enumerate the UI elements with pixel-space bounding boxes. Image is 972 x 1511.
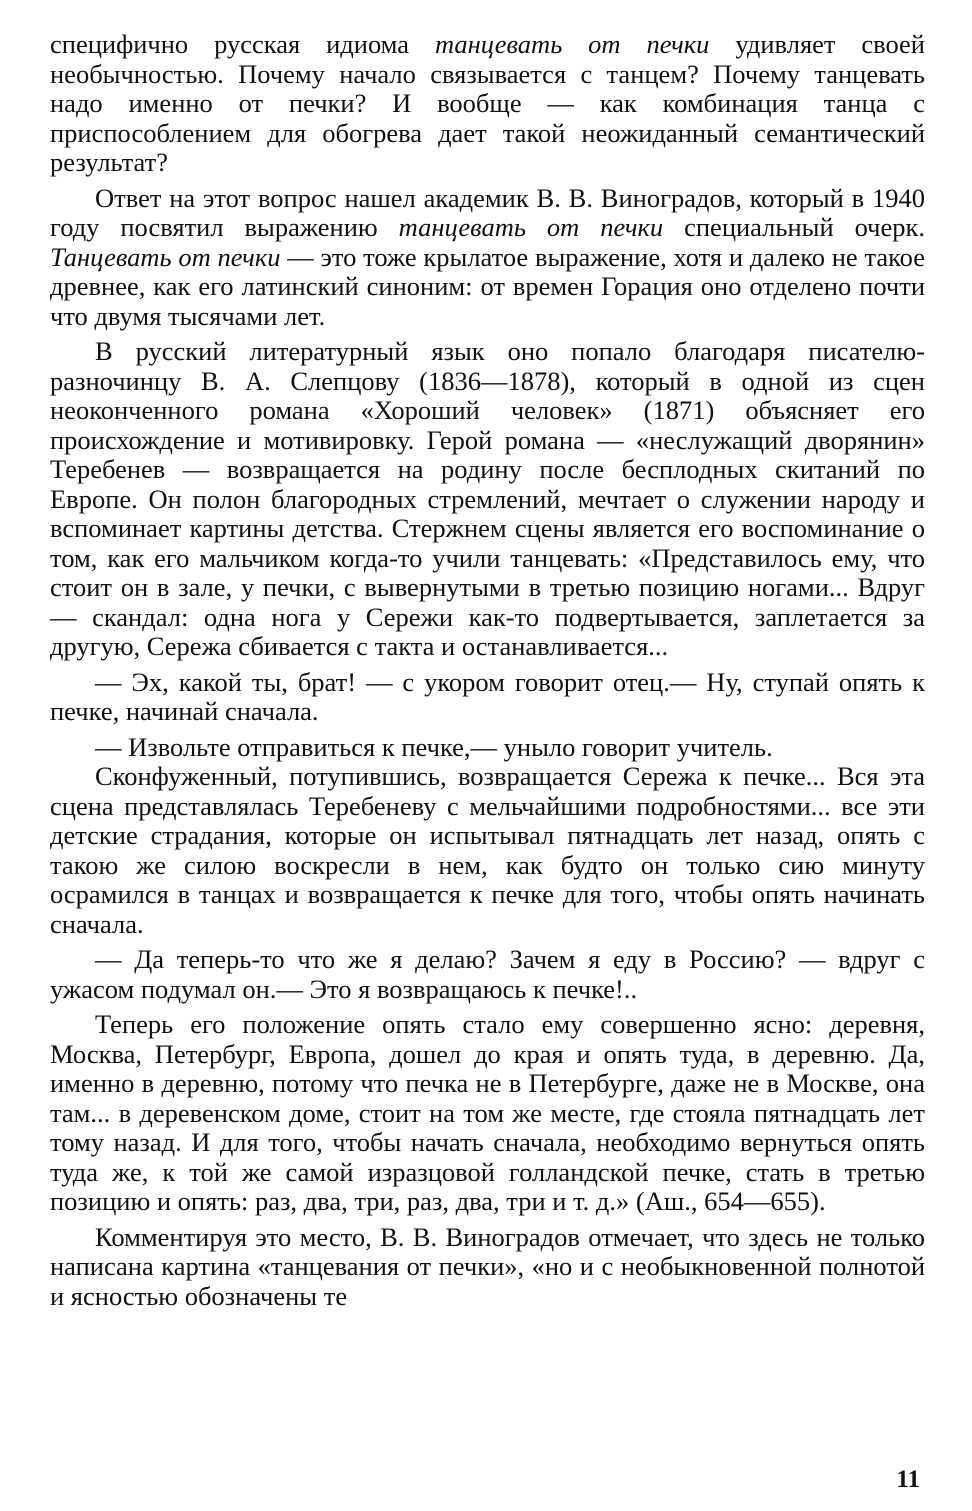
page-body — [50, 30, 925, 1311]
paragraph-8: Теперь его положение опять стало ему совершенно ясно: деревня, Москва, Петербург, Европа, дошел до края и опять туда, в деревню. Да, именно в деревню, потому что печка не в Петербурге, даже не в Москве, она там... в деревенском доме, стоит на том же месте, где стояла пятнадцать лет тому назад. И для того, чтобы начать сначала, необходимо вернуться опять туда же, к той же самой изразцовой голландской печке, стать в третью позицию и опять: раз, два, три, раз, два, три и т. д.» (Аш., 654—655). — [50, 1009, 925, 1216]
paragraph-2 — [50, 184, 925, 332]
paragraph-2-text-b: специальный очерк. — [663, 212, 925, 242]
paragraph-1-idiom: танцевать от печки — [434, 29, 710, 59]
paragraph-2-text-c: — это тоже крылатое выражение, хотя и далеко не такое древнее, как его латинский синоним: от времен Горация оно отделено почти что двумя тысячами лет. — [50, 241, 925, 331]
page-number: 11 — [896, 1466, 920, 1493]
paragraph-2-text-a: Ответ на этот вопрос нашел академик В. В. Виноградов, который в 1940 году посвятил выражению — [50, 182, 925, 242]
paragraph-7-dialogue: — Да теперь-то что же я делаю? Зачем я еду в Россию? — вдруг с ужасом подумал он.— Это я возвращаюсь к печке!.. — [50, 944, 925, 1004]
paragraph-1-text-b: удивляет своей необычностью. Почему начало связывается с танцем? Почему танцевать надо именно от печки? И вообще — как комбинация танца с приспособлением для обогрева дает такой неожиданный семантический результат? — [50, 29, 925, 177]
paragraph-5-dialogue: — Извольте отправиться к печке,— уныло говорит учитель. — [95, 731, 773, 762]
paragraph-1 — [50, 30, 925, 178]
paragraph-2-idiom-2: Танцевать от печки — [50, 241, 281, 272]
paragraph-1-text-a: специфично русская идиома — [50, 29, 435, 59]
paragraph-6: Сконфуженный, потупившись, возвращается Сережа к печке... Вся эта сцена представлялась Теребеневу с мельчайшими подробностями... все эти детские страдания, которые он испытывал пятнадцать лет назад, опять с такою же силою воскресли в нем, как будто он только сию минуту осрамился в танцах и возвращается к печке для того, чтобы опять начинать сначала. — [50, 761, 925, 939]
paragraph-9: Комментируя это место, В. В. Виноградов отмечает, что здесь не только написана картина «танцевания от печки», «но и с необыкновенной полнотой и ясностью обозначены те — [50, 1221, 925, 1311]
paragraph-2-idiom-1: танцевать от печки — [398, 212, 664, 242]
paragraph-3: В русский литературный язык оно попало благодаря писателю-разночинцу В. А. Слепцову (1836—1878), который в одной из сцен неоконченного романа «Хороший человек» (1871) объясняет его происхождение и мотивировку. Герой романа — «неслужащий дворянин» Теребенев — возвращается на родину после бесплодных скитаний по Европе. Он полон благородных стремлений, мечтает о служении народу и вспоминает картины детства. Стержнем сцены является его воспоминание о том, как его мальчиком когда-то учили танцевать: «Представилось ему, что стоит он в зале, у печки, с вывернутыми в третью позицию ногами... Вдруг — скандал: одна нога у Сережи как-то подвертывается, заплетается за другую, Сережа сбивается с такта и останавливается... — [50, 336, 925, 661]
paragraph-4-dialogue: — Эх, какой ты, брат! — с укором говорит отец.— Ну, ступай опять к печке, начинай сначала. — [50, 666, 925, 726]
